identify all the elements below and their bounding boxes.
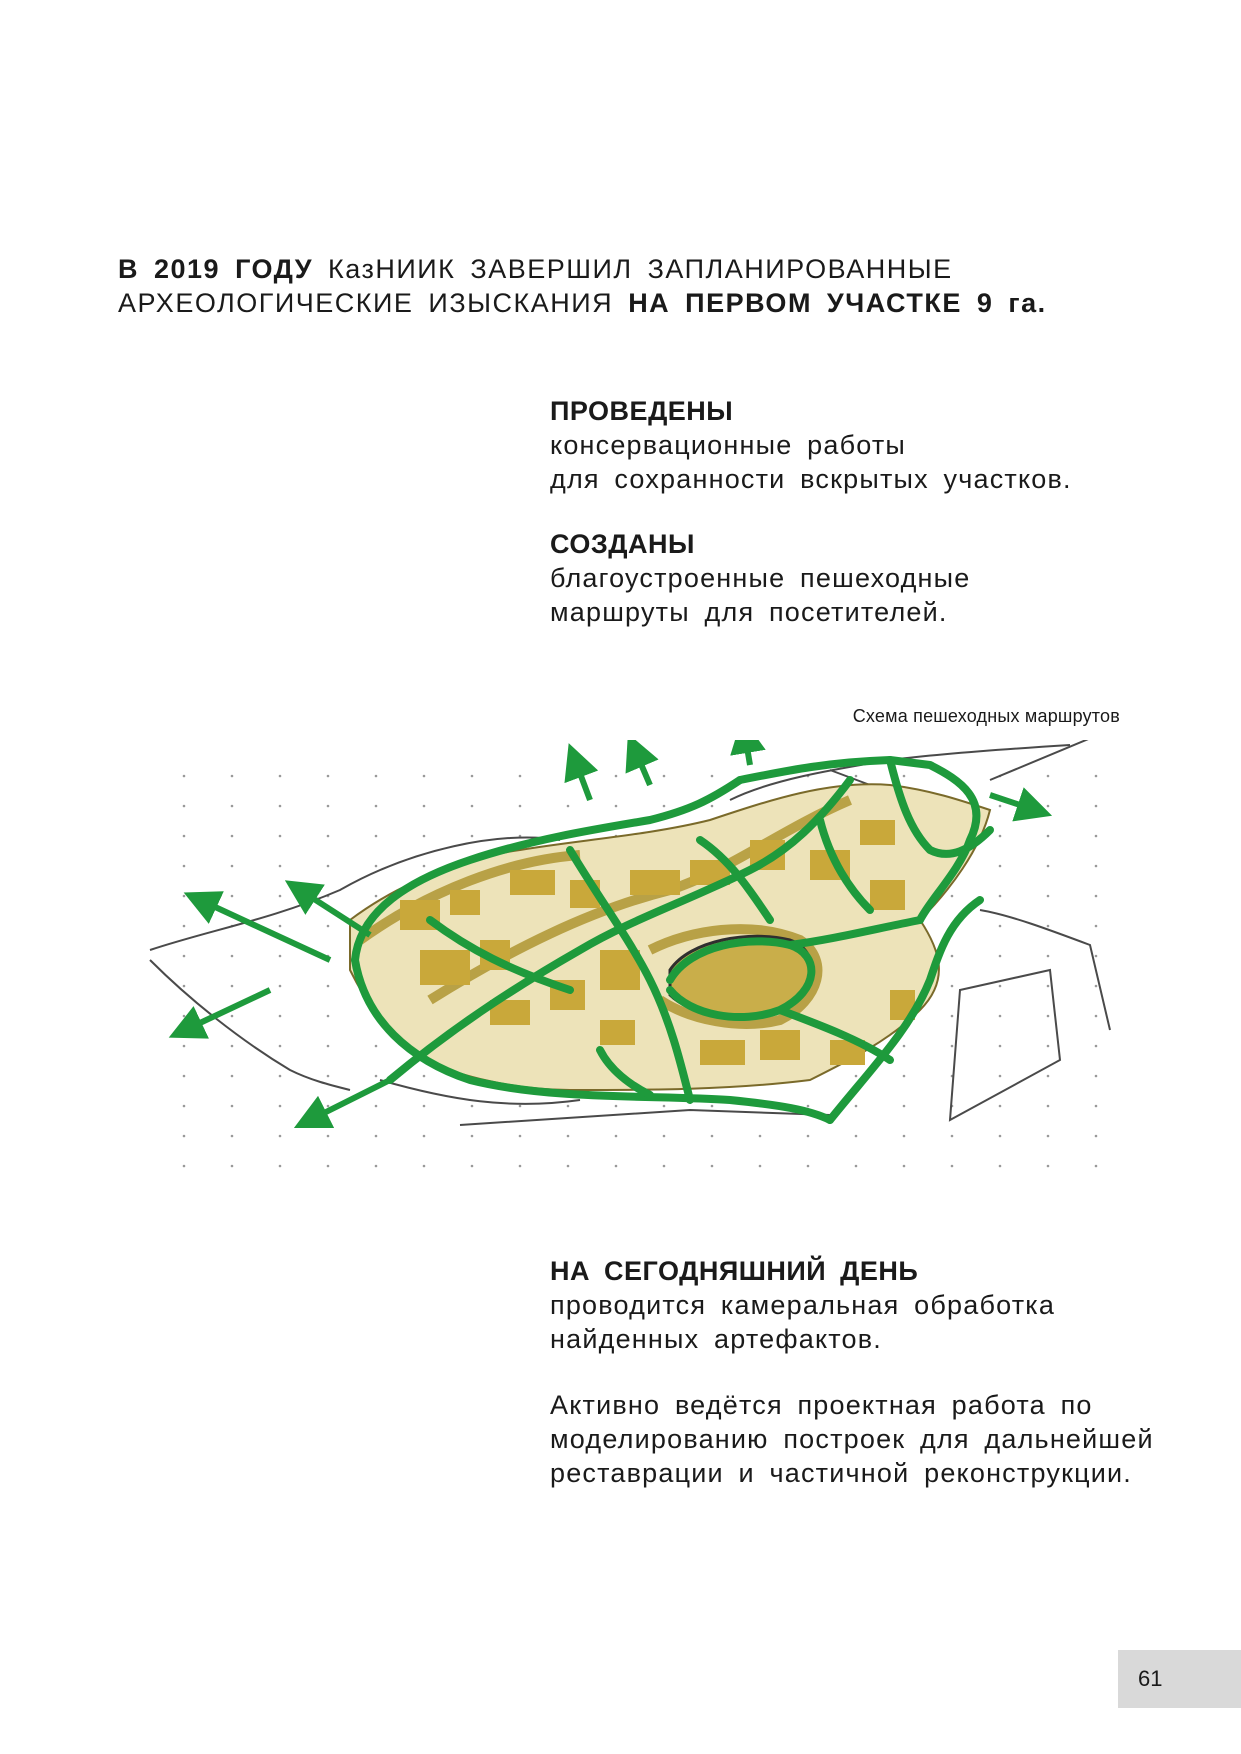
block-line: маршруты для посетителей. — [550, 597, 948, 627]
block-line: консервационные работы — [550, 430, 907, 460]
intro-bold-area: НА ПЕРВОМ УЧАСТКЕ 9 га. — [628, 288, 1047, 318]
block-line: моделированию построек для дальнейшей — [550, 1424, 1154, 1454]
intro-paragraph — [118, 252, 1118, 320]
block-line: благоустроенные пешеходные — [550, 563, 971, 593]
block-line: реставрации и частичной реконструкции. — [550, 1458, 1133, 1488]
block-project-work — [550, 1388, 1170, 1490]
page-number-text: 61 — [1138, 1666, 1163, 1691]
intro-text-1: КазНИИК ЗАВЕРШИЛ ЗАПЛАНИРОВАННЫЕ — [328, 254, 953, 284]
block-line: проводится камеральная обработка — [550, 1290, 1056, 1320]
block-today — [550, 1254, 1170, 1356]
intro-text-2: АРХЕОЛОГИЧЕСКИЕ ИЗЫСКАНИЯ — [118, 288, 614, 318]
page-number — [1118, 1650, 1241, 1708]
block-heading: НА СЕГОДНЯШНИЙ ДЕНЬ — [550, 1256, 919, 1286]
block-heading: ПРОВЕДЕНЫ — [550, 396, 734, 426]
block-line: для сохранности вскрытых участков. — [550, 464, 1072, 494]
block-heading: СОЗДАНЫ — [550, 529, 695, 559]
pedestrian-routes-map — [130, 740, 1130, 1180]
block-line: найденных артефактов. — [550, 1324, 882, 1354]
block-created — [550, 527, 1170, 629]
map-caption: Схема пешеходных маршрутов — [852, 706, 1120, 726]
block-conserved — [550, 394, 1170, 496]
intro-bold-year: В 2019 ГОДУ — [118, 254, 314, 284]
block-line: Активно ведётся проектная работа по — [550, 1390, 1093, 1420]
